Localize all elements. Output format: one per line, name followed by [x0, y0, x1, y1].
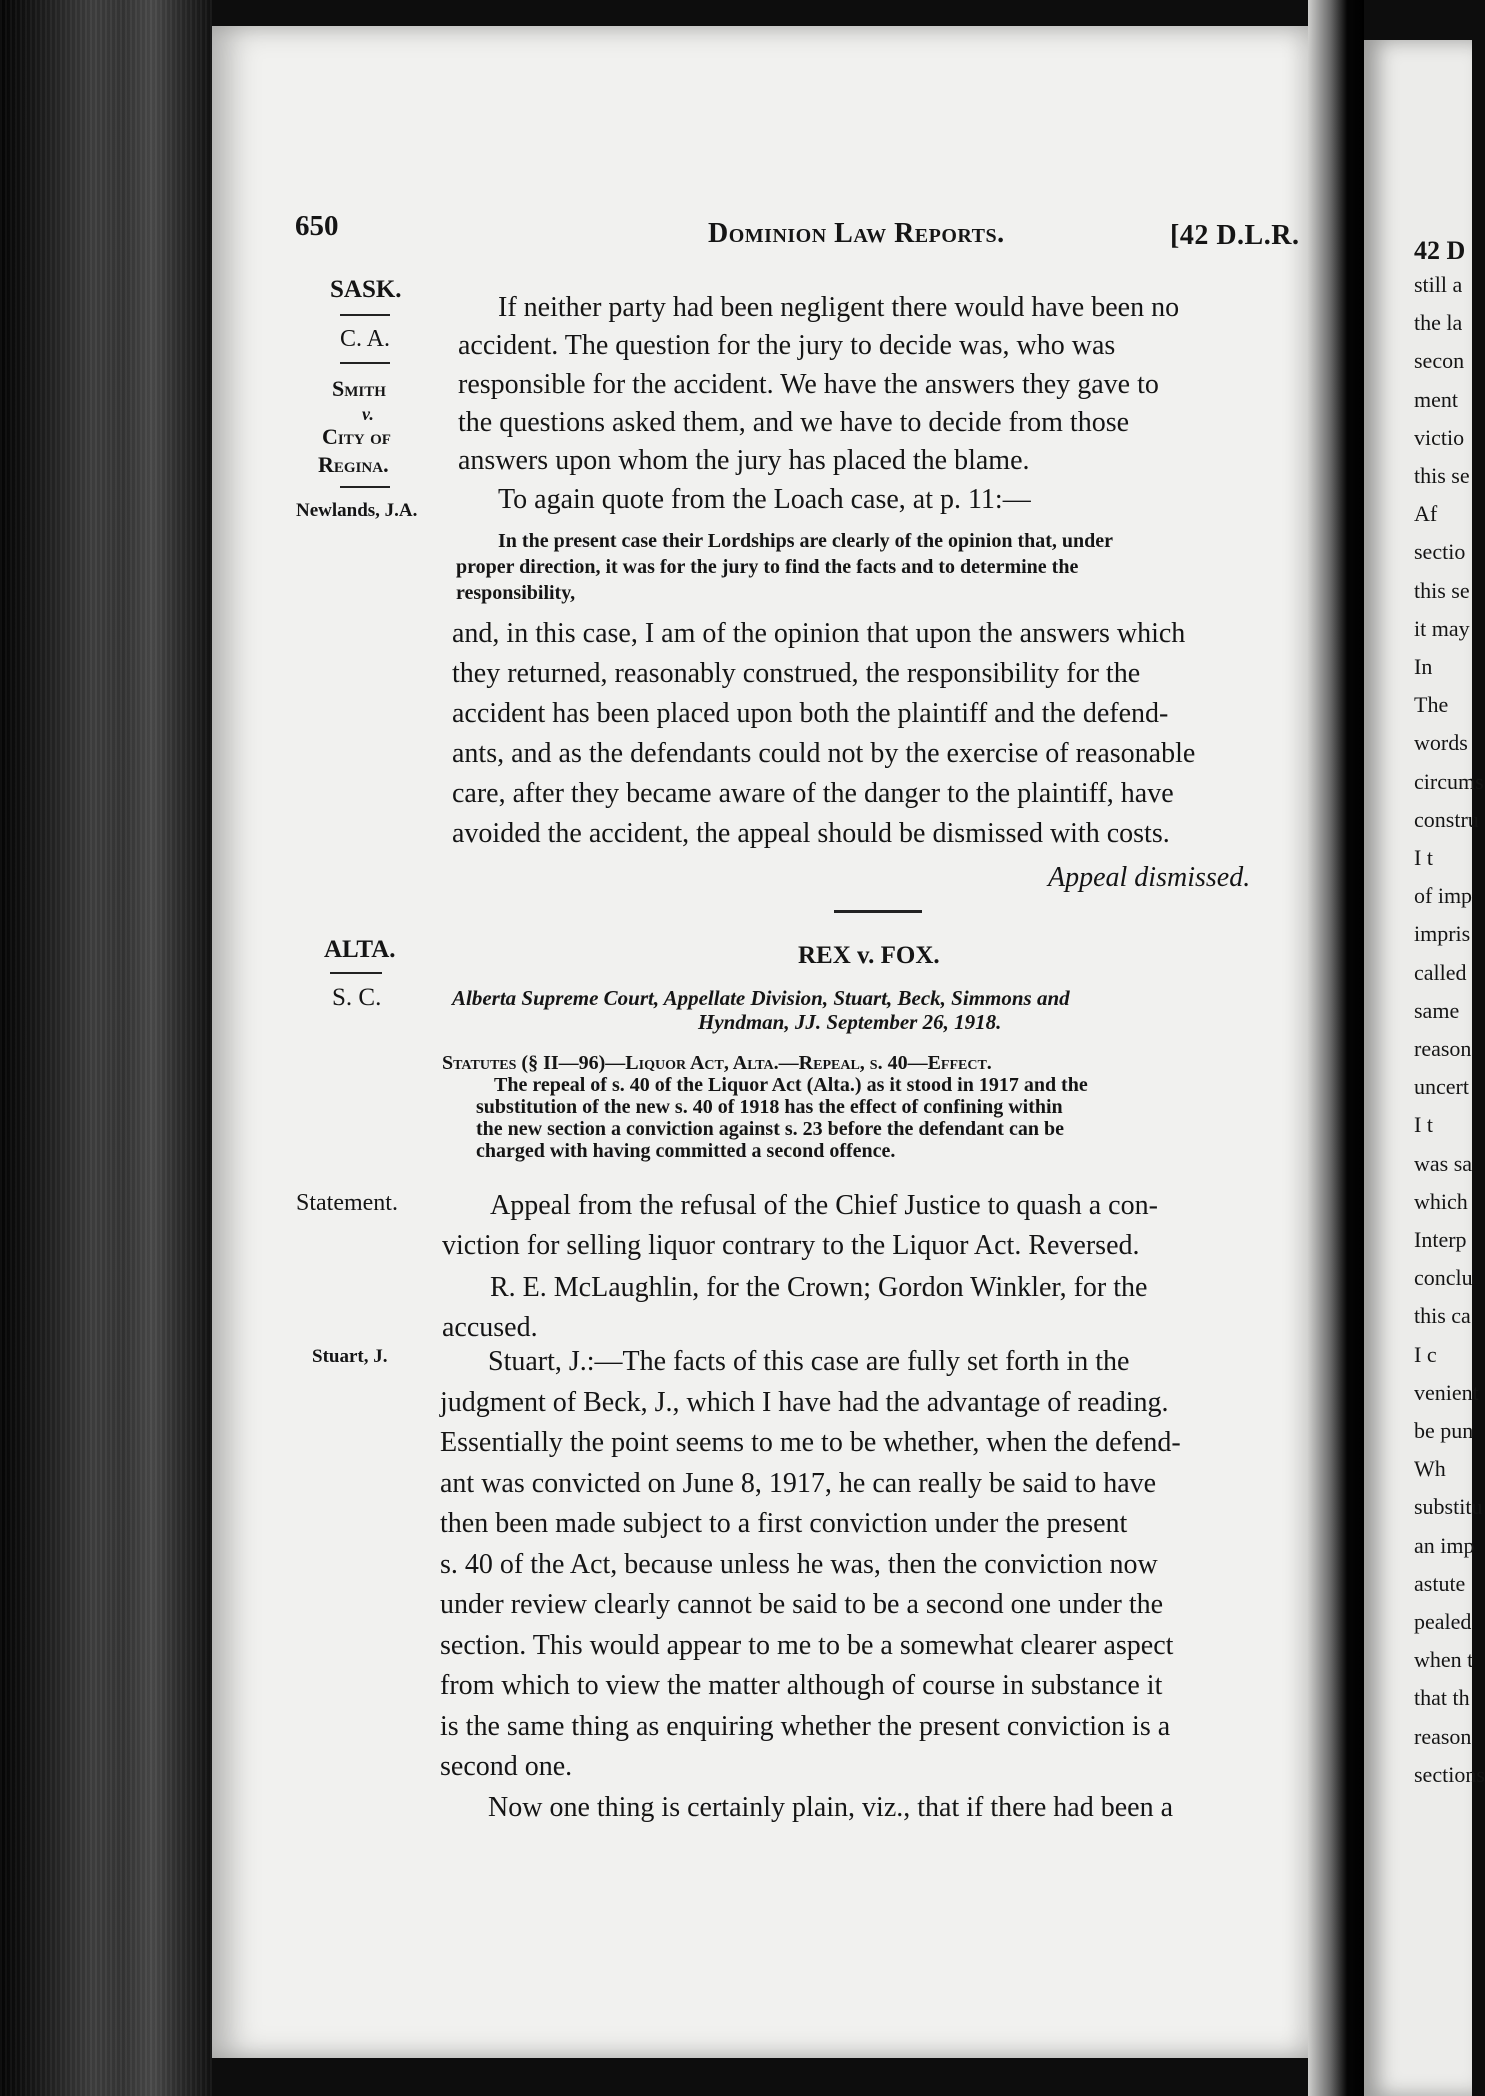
facing-page-line: reason [1414, 1036, 1472, 1061]
running-title: Dominion Law Reports. [708, 218, 1005, 249]
quoted-text-line: proper direction, it was for the jury to find the facts and to determine the [456, 556, 1079, 578]
headnote-catchline: Statutes (§ II—96)—Liquor Act, Alta.—Repeal, s. 40—Effect. [442, 1052, 992, 1074]
facing-page-line: In [1414, 654, 1433, 679]
facing-page-line: this ca [1414, 1303, 1471, 1329]
facing-page-line: words [1414, 730, 1468, 756]
case-divider-rule [834, 910, 922, 913]
facing-page-line: I t [1414, 1112, 1433, 1138]
facing-page-line: an imp [1414, 1532, 1475, 1558]
facing-page-line: which [1414, 1188, 1468, 1214]
facing-page-line: victio [1414, 424, 1465, 450]
facing-page-line: Interp [1414, 1227, 1467, 1252]
facing-page-line: venient [1414, 1379, 1479, 1405]
book-gutter [1308, 0, 1364, 2096]
judgment-line: ant was convicted on June 8, 1917, he can really be said to have [440, 1467, 1157, 1499]
facing-page-line: substitu [1414, 1494, 1483, 1520]
facing-page-line: the la [1414, 310, 1463, 336]
facing-page-line: conclu [1414, 1265, 1473, 1291]
facing-page-line: it may [1414, 615, 1470, 641]
facing-page-line: Wh [1414, 1456, 1446, 1482]
body-text-line: the questions asked them, and we have to decide from those [458, 407, 1130, 438]
body-text-line: answers upon whom the jury has placed the blame. [458, 445, 1030, 476]
statement-line: Appeal from the refusal of the Chief Justice to quash a con- [490, 1190, 1158, 1221]
facing-page-line: The [1414, 692, 1449, 718]
body-text-line: care, after they became aware of the danger to the plaintiff, have [452, 778, 1174, 809]
facing-page-line: I c [1414, 1341, 1437, 1367]
facing-page-line: called [1414, 959, 1467, 985]
facing-page-line: constru [1414, 806, 1479, 832]
margin-case-versus: v. [362, 404, 374, 424]
facing-page [1364, 40, 1485, 2096]
judgment-line: under review clearly cannot be said to be a second one under the [440, 1589, 1164, 1620]
margin-rule [340, 314, 390, 316]
margin-case-party-2a: City of [322, 424, 391, 449]
facing-page-line: sectio [1414, 539, 1466, 565]
margin-case-party-1: Smith [332, 376, 386, 401]
headnote-line: The repeal of s. 40 of the Liquor Act (Alta.) as it stood in 1917 and the [494, 1074, 1088, 1096]
body-text-line: To again quote from the Loach case, at p. 11:— [498, 484, 1031, 515]
judgment-line: s. 40 of the Act, because unless he was, then the conviction now [440, 1548, 1158, 1580]
book-binding [0, 0, 212, 2096]
statement-line: accused. [442, 1312, 538, 1343]
headnote-line: charged with having committed a second offence. [476, 1140, 896, 1162]
margin-judge-newlands: Newlands, J.A. [296, 500, 418, 521]
headnote-line: substitution of the new s. 40 of 1918 has the effect of confining within [476, 1096, 1063, 1118]
facing-page-line: was sa [1414, 1150, 1473, 1176]
body-text-line: accident. The question for the jury to decide was, who was [458, 330, 1116, 361]
facing-page-line: this se [1414, 577, 1470, 603]
margin-province-alta: ALTA. [324, 936, 396, 963]
facing-page-line: be pun [1414, 1418, 1474, 1443]
margin-court-sc: S. C. [332, 984, 382, 1011]
facing-page-line: secon [1414, 348, 1465, 374]
judgment-line: then been made subject to a first conviction under the present [440, 1508, 1128, 1539]
facing-page-line: uncert [1414, 1074, 1469, 1100]
margin-statement: Statement. [296, 1190, 398, 1216]
counsel-line: R. E. McLaughlin, for the Crown; Gordon Winkler, for the [490, 1272, 1148, 1303]
judgment-line: Essentially the point seems to me to be whether, when the defend- [440, 1427, 1181, 1458]
court-line: Alberta Supreme Court, Appellate Division, Stuart, Beck, Simmons and [452, 986, 1070, 1010]
facing-page-line: circums [1414, 768, 1484, 794]
quoted-text-line: In the present case their Lordships are clearly of the opinion that, under [498, 530, 1114, 552]
judgment-line: section. This would appear to me to be a somewhat clearer aspect [440, 1629, 1174, 1661]
case-title: REX v. FOX. [798, 942, 940, 969]
statement-line: viction for selling liquor contrary to the Liquor Act. Reversed. [442, 1230, 1140, 1261]
headnote-line: the new section a conviction against s. 23 before the defendant can be [476, 1118, 1064, 1140]
facing-page-line: ment [1414, 386, 1458, 412]
margin-court-ca: C. A. [340, 326, 391, 352]
facing-page-line: Af [1414, 501, 1438, 527]
margin-province-sask: SASK. [330, 276, 402, 303]
facing-page-line: I t [1414, 845, 1433, 870]
judgment-line: second one. [440, 1751, 573, 1782]
facing-page-line: sections [1414, 1761, 1485, 1787]
judgment-line: judgment of Beck, J., which I have had the advantage of reading. [440, 1386, 1169, 1418]
facing-page-line: still a [1414, 272, 1463, 297]
disposition: Appeal dismissed. [1048, 862, 1251, 893]
body-text-line: ants, and as the defendants could not by the exercise of reasonable [452, 738, 1196, 769]
facing-page-line: astute [1414, 1570, 1466, 1596]
judgment-line: Now one thing is certainly plain, viz., that if there had been a [488, 1791, 1174, 1823]
facing-page-header: 42 D [1414, 236, 1466, 265]
body-text-line: responsible for the accident. We have the answers they gave to [458, 369, 1159, 400]
body-text-line: they returned, reasonably construed, the responsibility for the [452, 658, 1141, 689]
facing-page-line: that th [1414, 1685, 1470, 1711]
facing-page-line: this se [1414, 463, 1470, 488]
facing-page-line: pealed [1414, 1609, 1472, 1634]
body-text-line: If neither party had been negligent there would have been no [498, 292, 1180, 323]
body-text-line: avoided the accident, the appeal should be dismissed with costs. [452, 818, 1170, 849]
judgment-line: Stuart, J.:—The facts of this case are fully set forth in the [488, 1346, 1130, 1377]
margin-rule [340, 486, 390, 488]
margin-judge-stuart: Stuart, J. [312, 1346, 388, 1367]
judgment-line: is the same thing as enquiring whether the present conviction is a [440, 1710, 1171, 1742]
facing-page-line: same [1414, 997, 1460, 1023]
facing-page-line: of imp [1414, 883, 1473, 909]
facing-page-line: when t [1414, 1647, 1474, 1673]
body-text-line: accident has been placed upon both the plaintiff and the defend- [452, 698, 1169, 729]
court-line: Hyndman, JJ. September 26, 1918. [698, 1010, 1002, 1034]
margin-rule [340, 362, 390, 364]
page-number: 650 [295, 210, 339, 242]
margin-rule [330, 972, 382, 974]
quoted-text-line: responsibility, [456, 582, 576, 604]
facing-page-line: reason [1414, 1723, 1472, 1749]
body-text-line: and, in this case, I am of the opinion that upon the answers which [452, 618, 1186, 649]
judgment-line: from which to view the matter although of course in substance it [440, 1670, 1163, 1701]
margin-case-party-2b: Regina. [318, 452, 389, 477]
facing-page-line: impris [1414, 921, 1471, 947]
volume-reference: [42 D.L.R. [1170, 220, 1300, 251]
